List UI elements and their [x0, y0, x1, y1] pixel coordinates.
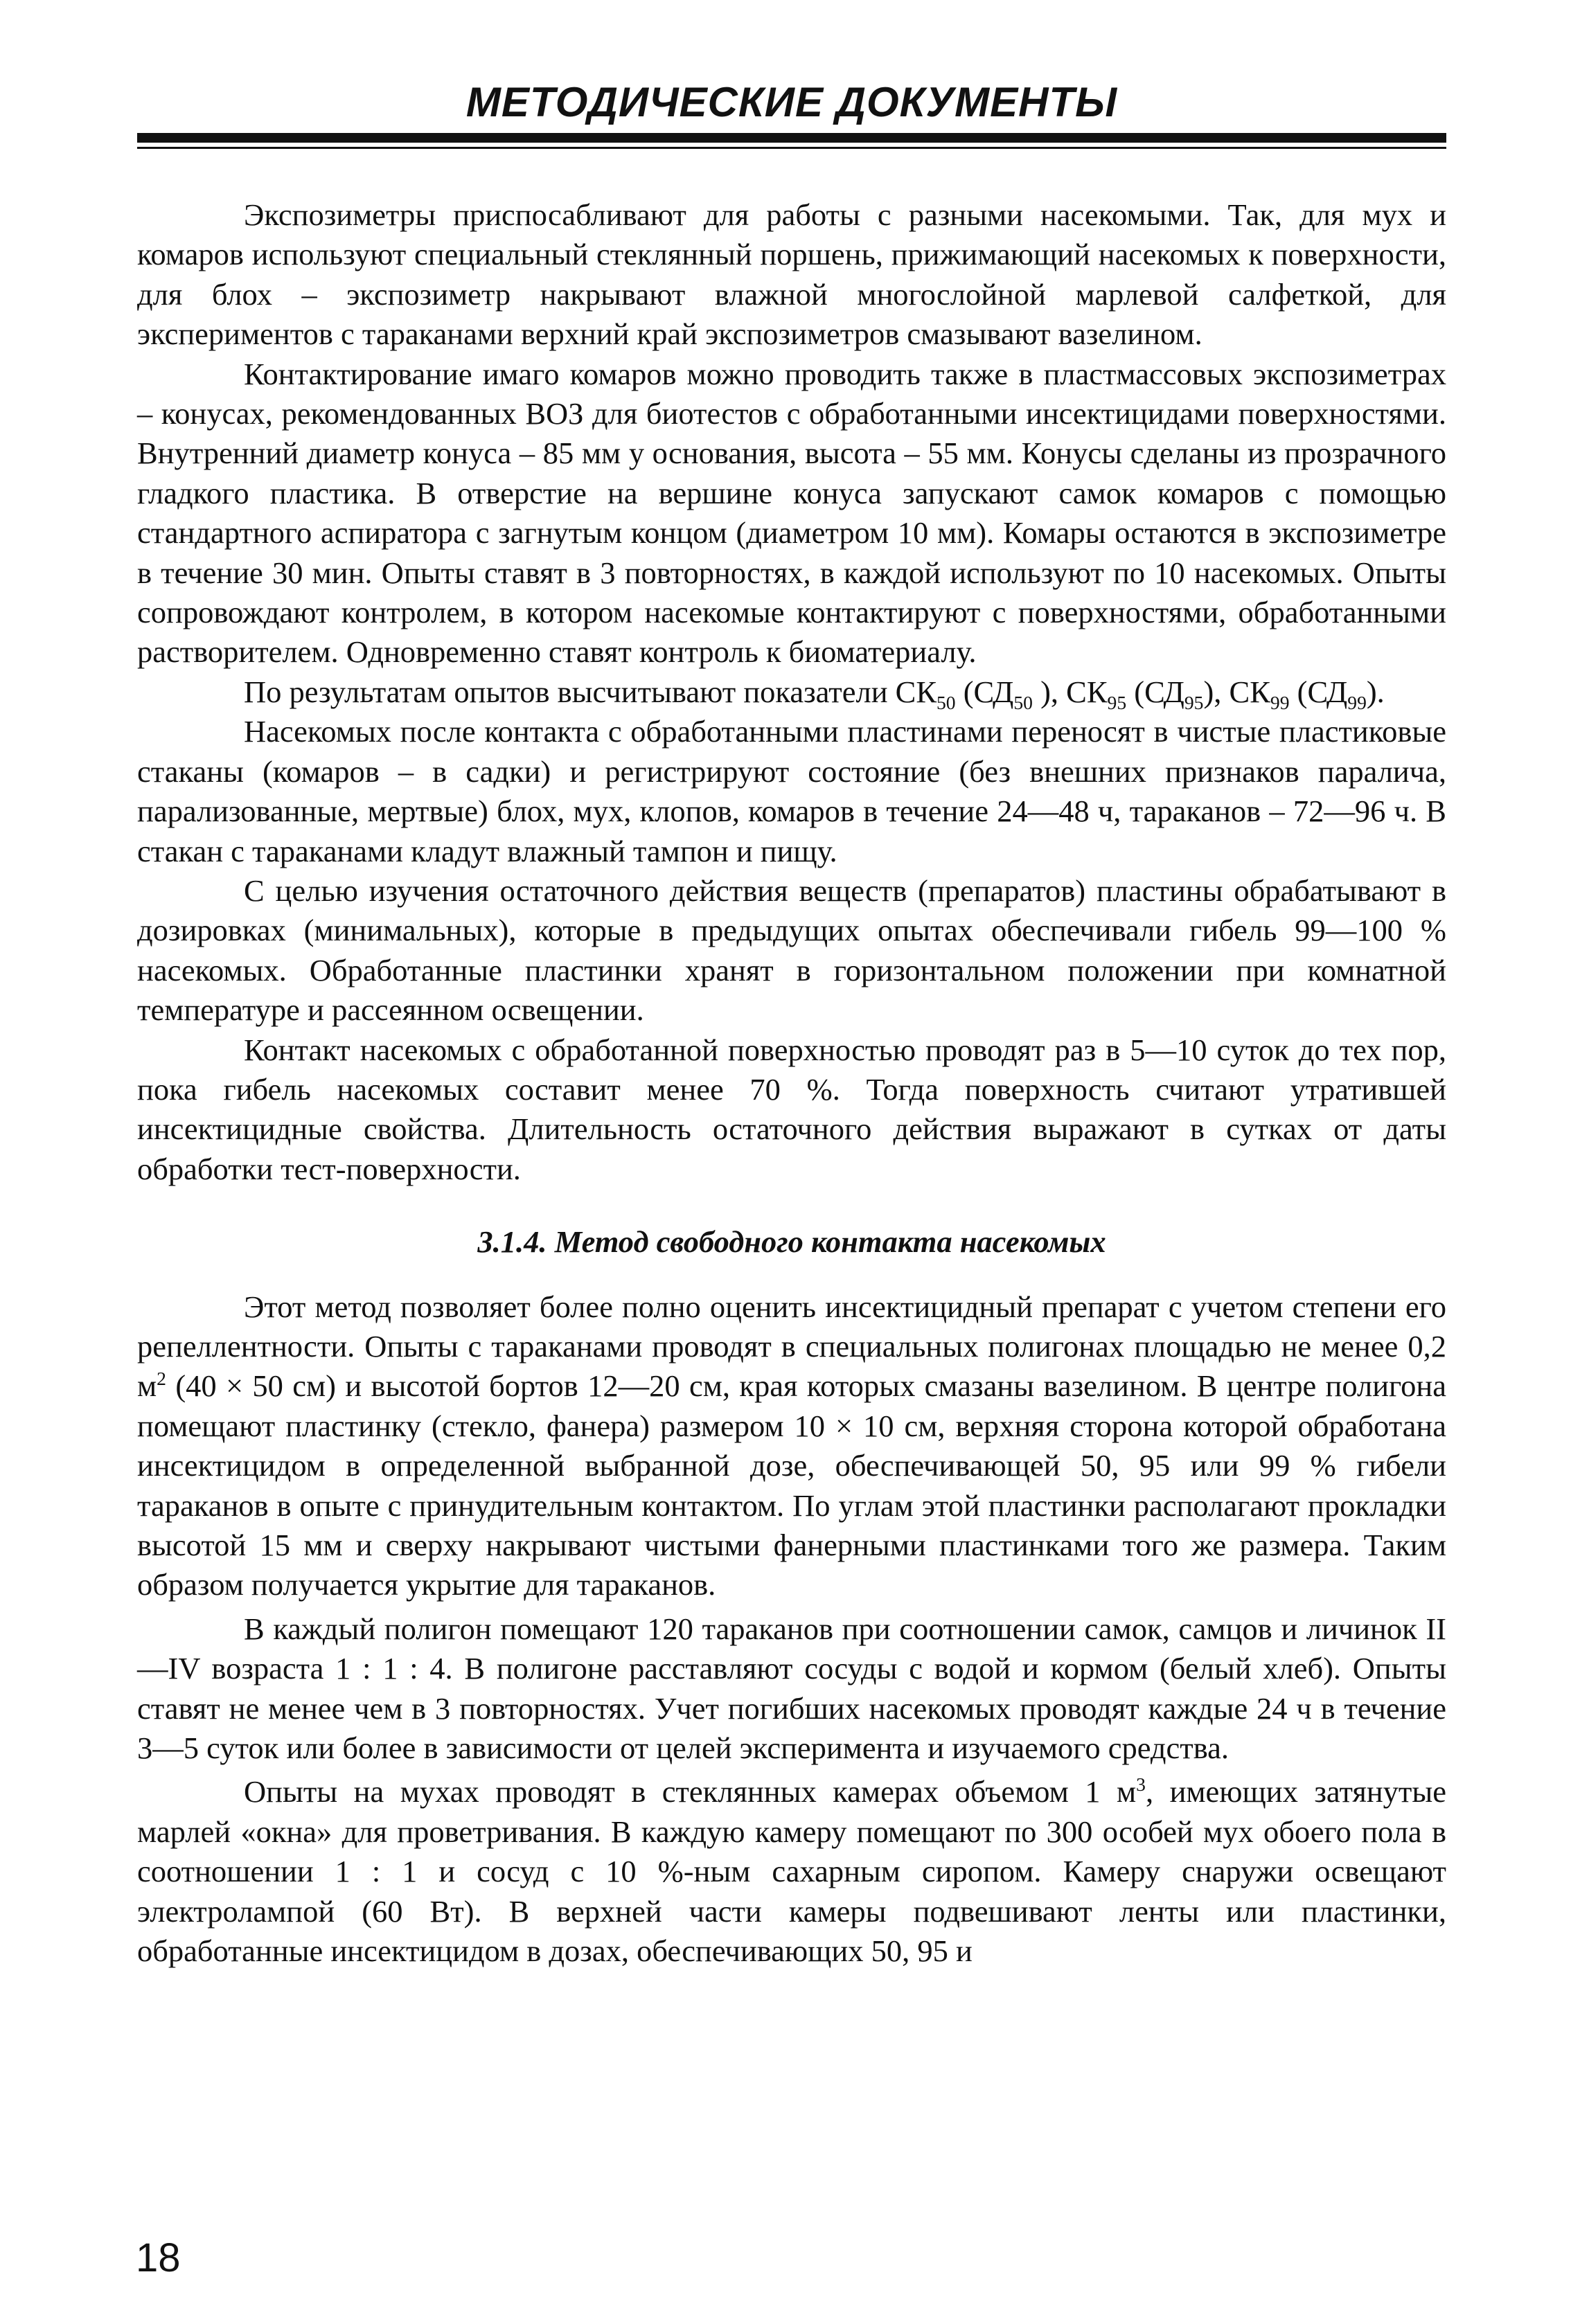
header-title: МЕТОДИЧЕСКИЕ ДОКУМЕНТЫ — [465, 79, 1118, 125]
section-heading: 3.1.4. Метод свободного контакта насекомых — [477, 1224, 1106, 1260]
paragraph-fly-chambers: Опыты на мухах проводят в стеклянных камерах объемом 1 $м^3$, имеющих затянутые марлей «окна» для проветривания. В каждую камеру помещают по 300 особей мух обоего пола в соотношении 1 : 1 и сосуд с 10 %-ным сахарным сиропом. Камеру снаружи освещают электролампой (60 Вт). В верхней части камеры подвешивают ленты или пластинки, обработанные инсектицидом в дозах, обеспечивающих 50, 95 и — [137, 1773, 1446, 1969]
indicators-intro: По результатам опытов высчитывают показатели — [244, 674, 888, 709]
paragraph-residual-action: С целью изучения остаточного действия веществ (препаратов) пластины обрабатывают в дозировках (минимальных), которые в предыдущих опытах обеспечивали гибель 99—100 % насекомых. Обработанные пластинки хранят в горизонтальном положении при комнатной температуре и рассеянном освещении. — [137, 873, 1446, 1028]
header-rule-thick — [137, 133, 1446, 143]
header-rule-thin — [137, 147, 1446, 149]
page-number: 18 — [136, 2235, 181, 2280]
paragraph-polygon-setup: В каждый полигон помещают 120 тараканов при соотношении самок, самцов и личинок II—IV возраста 1 : 1 : 4. В полигоне расставляют сосуды с водой и кормом (белый хлеб). Опыты ставят не менее чем в 3 повторностях. Учет погибших насекомых проводят каждые 24 ч в течение 3—5 суток или более в зависимости от целей эксперимента и изучаемого средства. — [137, 1611, 1446, 1766]
paragraph-free-contact-method: Этот метод позволяет более полно оценить инсектицидный препарат с учетом степени его репеллентности. Опыты с тараканами проводят в специальных полигонах площадью не менее 0,2 $м^2$ (40 × 50 см) и высотой бортов 12—20 см, края которых смазаны вазелином. В центре полигона помещают пластинку (стекло, фанера) размером 10 × 10 см, верхняя сторона которой обработана инсектицидом в определенной выбранной дозе, обеспечивающей 50, 95 или 99 % гибели тараканов в опыте с принудительным контактом. По углам этой пластинки располагают прокладки высотой 15 мм и сверху накрывают чистыми фанерными пластинками того же размера. Таким образом получается укрытие для тараканов. — [137, 1289, 1446, 1602]
page-body — [137, 195, 1446, 1971]
paragraph-contact-schedule: Контакт насекомых с обработанной поверхностью проводят раз в 5—10 суток до тех пор, пока гибель насекомых составит менее 70 %. Тогда поверхность считают утратившей инсектицидные свойства. Длительность остаточного действия выражают в сутках от даты обработки тест-поверхности. — [137, 1032, 1446, 1186]
paragraph-exposimeters: Экспозиметры приспосабливают для работы с разными насекомыми. Так, для мух и комаров используют специальный стеклянный поршень, прижимающий насекомых к поверхности, для блох – экспозиметр накрывают влажной многослойной марлевой салфеткой, для экспериментов с тараканами верхний край экспозиметров смазывают вазелином. — [137, 197, 1446, 352]
running-header — [137, 79, 1446, 149]
paragraph-cone-method: Контактирование имаго комаров можно проводить также в пластмассовых экспозиметрах – конусах, рекомендованных ВОЗ для биотестов с обработанными инсектицидами поверхностями. Внутренний диаметр конуса – 85 мм у основания, высота – 55 мм. Конусы сделаны из прозрачного гладкого пластика. В отверстие на вершине конуса запускают самок комаров с помощью стандартного аспиратора с загнутым концом (диаметром 10 мм). Комары остаются в экспозиметре в течение 30 мин. Опыты ставят в 3 повторностях, в каждой используют по 10 насекомых. Опыты сопровождают контролем, в котором насекомые контактируют с поверхностями, обработанными растворителем. Одновременно ставят контроль к биоматериалу. — [137, 356, 1446, 670]
paragraph-after-contact: Насекомых после контакта с обработанными пластинами переносят в чистые пластиковые стаканы (комаров – в садки) и регистрируют состояние (без внешних признаков паралича, парализованные, мертвые) блох, мух, клопов, комаров в течение 24—48 ч, тараканов – 72—96 ч. В стакан с тараканами кладут влажный тампон и пищу. — [137, 714, 1446, 868]
paragraph-indicators: По результатам опытов высчитывают показатели $СК_{50}$ ($СД_{50}$ ), $СК_{95}$ $(СД_{95})$, $СК_{99}$ $(СД_{99})$. — [244, 674, 1385, 713]
